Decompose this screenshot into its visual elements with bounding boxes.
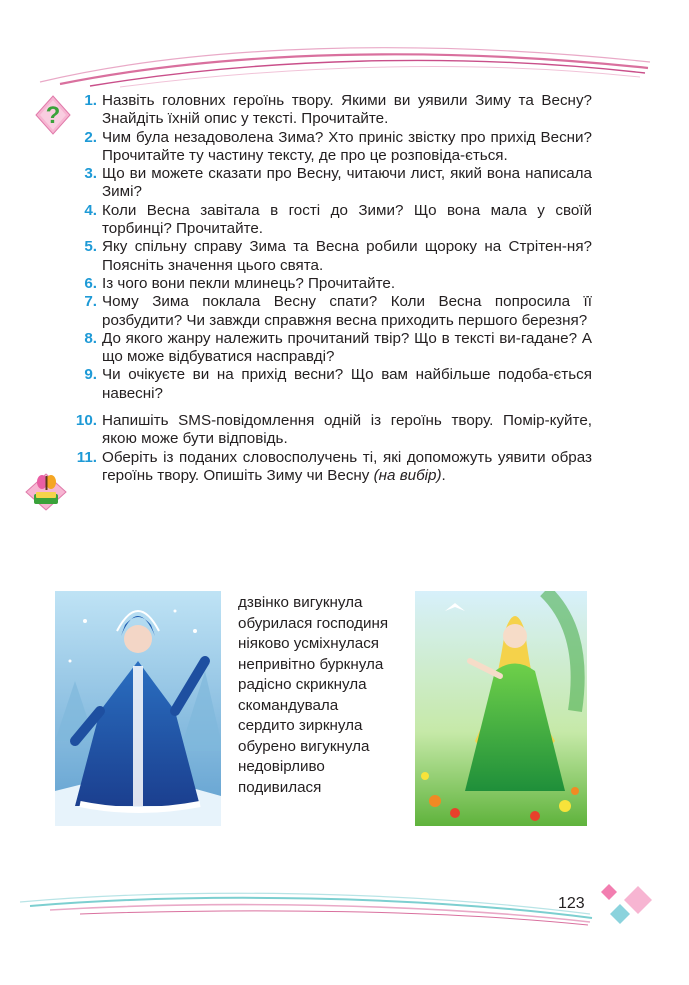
diamonds-decoration [596,878,662,930]
question-item-5 [66,238,592,275]
svg-text:?: ? [45,102,61,129]
question-number: 3. [84,165,97,183]
question-number: 6. [84,274,97,292]
question-item-6 [66,275,592,293]
question-item-11 [66,449,592,486]
question-text: Чи очікуєте ви на прихід весни? Що вам найбільше подоба-ється навесні? [102,366,592,402]
winter-illustration [55,591,221,826]
question-number: 10. [75,412,97,430]
question-item-10 [66,412,592,449]
question-item-3 [66,165,592,202]
questions-list [66,92,592,485]
question-item-2 [66,129,592,166]
question-number: 4. [84,201,97,219]
question-text: Коли Весна завітала в гості до Зими? Що вона мала у своїй торбинці? Прочитайте. [102,201,592,238]
question-number: 2. [84,128,97,146]
question-text: Що ви можете сказати про Весну, читаючи лист, який вона написала Зимі? [102,165,592,201]
question-tail: . [441,466,446,484]
phrase-item: обурилася господиня [238,614,389,632]
phrase-item: недовірливо [238,758,325,775]
question-text: Із чого вони пекли млинець? Прочитайте. [102,274,396,292]
question-number: 11. [76,448,97,466]
phrase-item: сердито зиркнула [238,717,363,734]
question-number: 8. [84,329,97,347]
question-item-7 [66,293,592,330]
question-text: Назвіть головних героїнь твору. Якими ви уявили Зиму та Весну? Знайдіть їхній опис у тексті. Прочитайте. [102,92,592,128]
top-swoosh-decoration [0,40,689,90]
phrase-item: радісно скрикнула [238,676,367,693]
bottom-swoosh-decoration [0,880,689,930]
question-text: До якого жанру належить прочитаний твір? Що в тексті ви-гадане? А що може відбуватися насправді? [102,329,592,366]
question-number: 9. [84,366,97,384]
page-number: 123 [558,895,585,912]
question-text: Оберіть із поданих словосполучень ті, які допоможуть уявити образ героїнь твору. Опишіть Зиму чи Весну [102,448,592,484]
question-number: 1. [84,92,97,109]
phrase-item: скомандувала [238,696,339,714]
phrases-list [238,593,388,798]
phrase-item: ніяково усміхнулася [238,635,380,652]
question-item-9 [66,366,592,403]
question-item-4 [66,202,592,239]
spring-illustration [415,591,587,826]
butterfly-book-icon [24,470,68,512]
phrase-item: подивилася [238,778,322,796]
phrase-item: дзвінко вигукнула [238,594,363,611]
question-item-8 [66,330,592,367]
question-text: Яку спільну справу Зима та Весна робили щороку на Стрітен-ня? Поясніть значення цього свята. [102,238,592,274]
question-number: 7. [84,293,97,311]
question-note: (на вибір) [373,466,442,484]
phrase-item: непривітно буркнула [238,655,384,673]
question-text: Чому Зима поклала Весну спати? Коли Весна попросила її розбудити? Чи завжди справжня весна приходить першого березня? [102,293,592,329]
phrase-item: обурено вигукнула [238,737,370,755]
question-item-1 [66,92,592,129]
question-text: Напишіть SMS-повідомлення одній із героїнь твору. Помір-куйте, якою може бути відповідь. [102,412,592,448]
question-number: 5. [84,238,97,256]
question-text: Чим була незадоволена Зима? Хто приніс звістку про прихід Весни? Прочитайте ту частину тексту, де про це розповіда-ється. [102,128,592,164]
